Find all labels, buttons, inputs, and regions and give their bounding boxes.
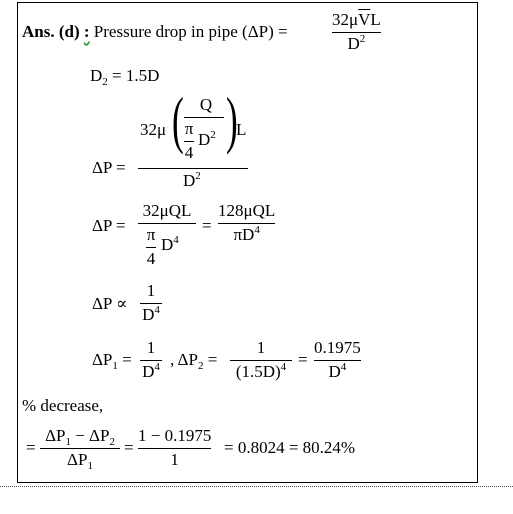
denominator-a: π 4 $D^4$ [146, 225, 179, 268]
area-term: π 4 $D^2$ [184, 119, 216, 162]
equals: = [124, 438, 134, 457]
numerator-b: 128μQL [218, 201, 276, 220]
delta-p2-label: , $\Delta P_2$ = [170, 350, 218, 372]
length: L [236, 120, 247, 139]
fraction-bar [138, 223, 196, 224]
answer-label: Ans. (d) [22, 22, 80, 41]
fraction-bar [332, 32, 381, 33]
left-paren: ( [172, 84, 184, 155]
numeric-fraction: 1 − 0.1975 1 [138, 426, 212, 469]
flow-rate: Q [199, 95, 213, 114]
delta-p-fraction-b [218, 201, 275, 245]
equals: = [26, 438, 36, 457]
pressure-drop-formula [332, 10, 381, 54]
equals: = [298, 350, 308, 369]
fraction-bar [184, 117, 224, 118]
percent-decrease-fraction: $\Delta P_1 - \Delta P_2$ $\Delta P_1$ [40, 426, 120, 470]
equals: = [202, 216, 212, 235]
percent-decrease-label: % decrease, [22, 396, 104, 415]
delta-p-lhs-2: ΔP = [92, 216, 126, 235]
numerator-a: 32μQL [142, 201, 192, 220]
proportional-lhs: ΔP ∝ [92, 294, 128, 313]
answer-heading [22, 22, 288, 42]
delta-p2-result-fraction: 0.1975 $D^4$ [314, 338, 361, 381]
main-denominator: $D^2$ [183, 170, 201, 190]
coefficient: 32μ [140, 120, 167, 139]
pressure-drop-text: Pressure drop in pipe (ΔP) = [93, 22, 288, 41]
delta-p1-label: $\Delta P_1$ = [92, 350, 132, 372]
final-result: = 0.8024 = 80.24% [224, 438, 356, 457]
flow-velocity-fraction [184, 95, 228, 162]
diameter-relation: $D_2 = 1.5D$ [90, 66, 160, 88]
delta-p1-fraction: 1 $D^4$ [140, 338, 162, 382]
pi-over-four: π 4 [184, 119, 194, 162]
main-fraction-bar [138, 168, 248, 169]
delta-p2-fraction: 1 $(1.5D)^4$ [230, 338, 292, 382]
proportional-fraction: 1 $D^4$ [140, 281, 162, 325]
fraction-bar [218, 223, 275, 224]
formula-numerator: $32\mu\overline{V}L$ [332, 10, 381, 29]
dotted-separator [0, 486, 513, 487]
delta-p-fraction-a [138, 201, 196, 269]
answer-colon: : [83, 22, 90, 41]
formula-denominator: $D^2$ [347, 33, 366, 53]
delta-p-lhs-1: ΔP = [92, 158, 126, 177]
right-paren: ) [226, 84, 238, 155]
denominator-b: $\pi D^4$ [233, 224, 260, 244]
